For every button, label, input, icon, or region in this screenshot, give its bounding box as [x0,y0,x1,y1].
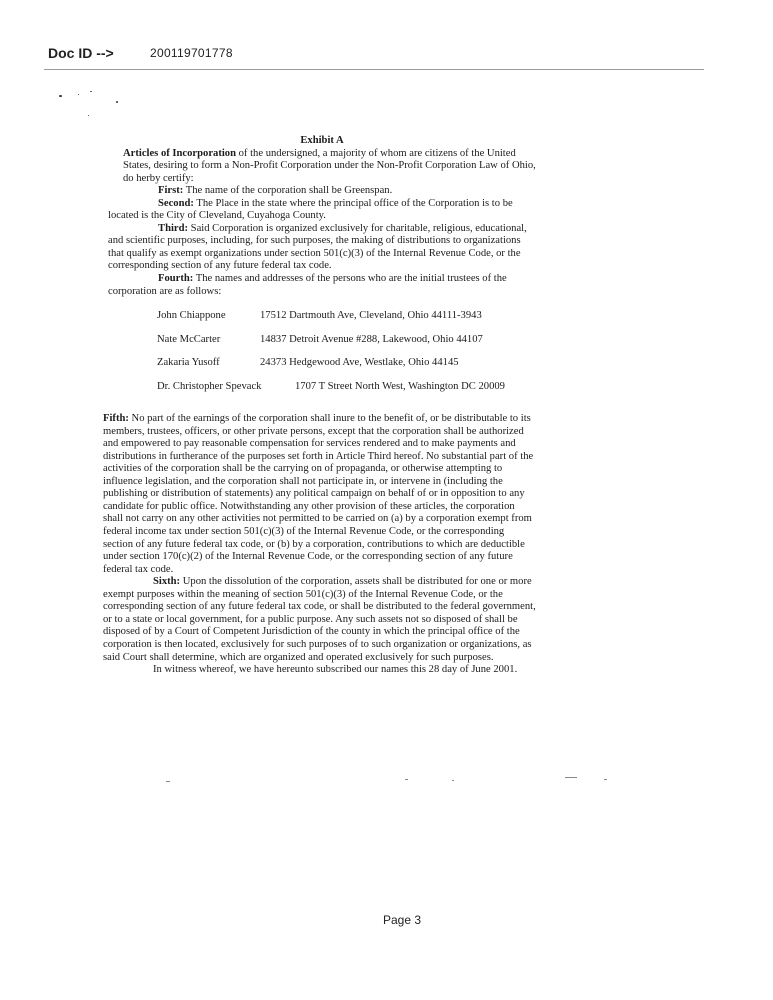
article-second [108,198,536,223]
trustee-row [157,381,536,405]
trustee-name: John Chiappone [157,310,226,322]
trustee-address: 14837 Detroit Avenue #288, Lakewood, Ohio 44107 [260,333,483,345]
doc-id-value: 200119701778 [150,46,233,60]
articles-intro-text: of the undersigned, a majority of whom are citizens of the United States, desiring to form a Non-Profit Corporation under the Non-Profit Corporation Law of Ohio, do herby certify: [123,147,536,184]
trustee-list [157,310,536,404]
article-first-label: First: [158,185,184,197]
article-fifth-label: Fifth: [103,413,129,425]
article-sixth-text: Upon the dissolution of the corporation, assets shall be distributed for one or more exempt purposes within the meaning of section 501(c)(3) of the Internal Revenue Code, or the corresponding section of any future federal tax code, or shall be distributed to the federal government, or to a state or local government, for a public purpose. Any such assets not so disposed of shall be disposed of by a Court of Competent Jurisdiction of the county in which the principal office of the corporation is then located, exclusively for such purposes of to such organization or organizations, as said Court shall determine, which are organized and operated exclusively for such purposes. [103,576,536,663]
article-fifth [103,413,536,576]
trustee-address: 24373 Hedgewood Ave, Westlake, Ohio 44145 [260,357,459,369]
trustee-row [157,357,536,381]
header-divider [44,69,704,70]
article-third-label: Third: [158,222,189,234]
trustee-name: Dr. Christopher Spevack [157,380,262,392]
article-fifth-text: No part of the earnings of the corporation shall inure to the benefit of, or be distributable to its members, trustees, officers, or other private persons, except that the corporation shall be authorized and empowered to pay reasonable compensation for services rendered and to make payments and distributions in furtherance of the purposes set forth in Article Third hereof. No substantial part of the activities of the corporation shall be the carrying on of propaganda, or otherwise attempting to influence legislation, and the corporation shall not participate in, or intervene in (including the publishing or distribution of statements) any political campaign on behalf of or in opposition to any candidate for public office. Notwithstanding any other provision of these articles, the corporation shall not carry on any other activities not permitted to be carried on (a) by a corporation exempt from federal income tax under section 501(c)(3) of the Internal Revenue Code, or the corresponding section of any future federal tax code, or (b) by a corporation, contributions to which are deductible under section 170(c)(2) of the Internal Revenue Code, or the corresponding section of any future federal tax code. [103,413,534,575]
page-number: Page 3 [383,913,422,927]
articles-intro [123,148,536,186]
exhibit-document [103,135,536,677]
trustee-name: Nate McCarter [157,333,221,345]
articles-intro-heading: Articles of Incorporation [123,147,236,159]
exhibit-title: Exhibit A [300,135,344,146]
doc-id-label: Doc ID --> [48,45,114,61]
article-first-text: The name of the corporation shall be Greenspan. [183,185,393,197]
witness-clause: In witness whereof, we have hereunto subscribed our names this 28 day of June 2001. [153,664,518,676]
trustee-row [157,334,536,358]
article-fourth [108,273,536,298]
article-second-label: Second: [158,197,194,209]
article-fourth-label: Fourth: [158,273,194,285]
trustee-name: Zakaria Yusoff [157,357,220,369]
trustee-address: 17512 Dartmouth Ave, Cleveland, Ohio 44111-3943 [260,310,482,322]
article-sixth-label: Sixth: [153,576,181,588]
article-first [108,185,536,198]
trustee-address: 1707 T Street North West, Washington DC 20009 [295,380,505,392]
article-third-text: Said Corporation is organized exclusively for charitable, religious, educational, and scientific purposes, including, for such purposes, the making of distributions to organizations that qualify as exempt organizations under section 501(c)(3) of the Internal Revenue Code, or the corresponding section of any future federal tax code. [108,222,527,272]
trustee-row [157,310,536,334]
document-header [0,0,773,72]
article-fourth-text: The names and addresses of the persons who are the initial trustees of the corporation are as follows: [108,273,507,297]
article-second-text: The Place in the state where the principal office of the Corporation is to be located is the City of Cleveland, Cuyahoga County. [108,197,513,222]
article-third [108,223,536,273]
article-sixth [103,576,536,664]
